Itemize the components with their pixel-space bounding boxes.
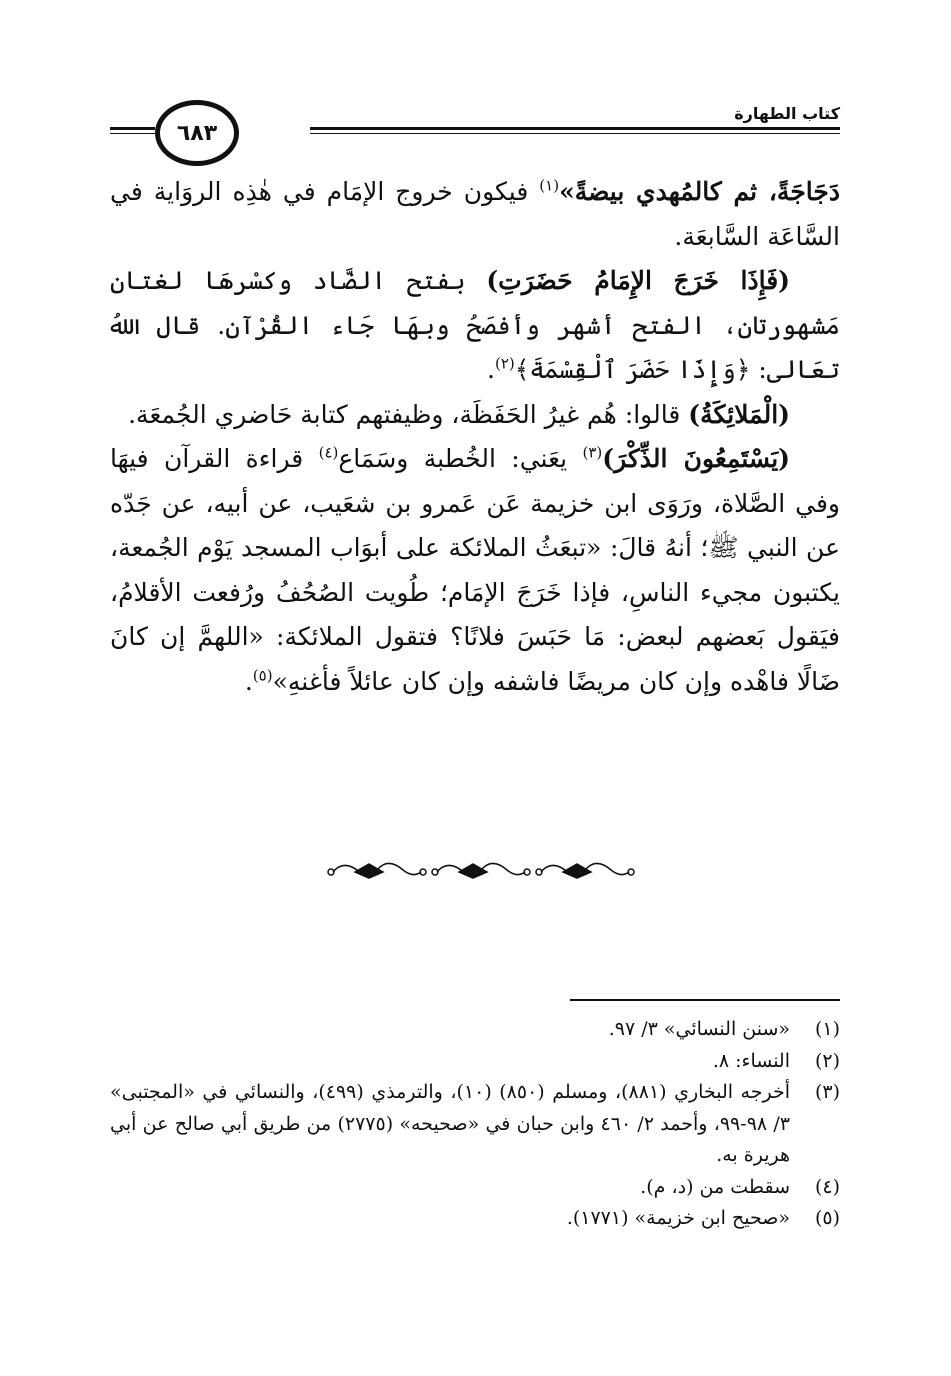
paragraph-text: قالوا: هُم غيرُ الحَفَظَة، وظيفتهم كتابة حَاضري الجُمعَة. <box>128 399 689 429</box>
footnote-ref: (٢) <box>494 354 515 373</box>
header-rule-left <box>110 127 155 130</box>
footnote-text: «سنن النسائي» ٣/ ٩٧. <box>608 1018 790 1040</box>
paragraph-3 <box>110 393 840 438</box>
ornament-divider-icon <box>325 852 635 888</box>
quran-quote: ﴿وَإِذَا حَضَرَ ٱلْقِسْمَةَ﴾ <box>514 355 751 384</box>
page-header <box>110 100 840 162</box>
footnote-text: أخرجه البخاري (٨٨١)، ومسلم (٨٥٠) (١٠)، والترمذي (٤٩٩)، والنسائي في «المجتبى» ٣/ ٩٨-٩٩، وأحمد ٢/ ٤٦٠ وابن حبان في «صحيحه» (٢٧٧٥) من طريق أبي صالح عن أبي هريرة به. <box>110 1081 790 1166</box>
header-rule <box>310 127 840 130</box>
footnote-ref: (١) <box>539 176 560 195</box>
footnote-ref: (٣) <box>582 443 603 462</box>
footnote-text: «صحيح ابن خزيمة» (١٧٧١). <box>566 1207 790 1229</box>
footnote-number: (٤) <box>814 1175 840 1198</box>
header-rule-thin <box>310 133 840 134</box>
footnote-text: النساء: ٨. <box>712 1049 790 1072</box>
footnotes <box>110 1014 840 1235</box>
footnote-text: سقطت من (د، م). <box>640 1175 790 1198</box>
paragraph-text-end: . <box>487 355 495 384</box>
paragraph-text: فيكون خروج الإمَام في هٰذِه الروَاية في السَّاعَة السَّابعَة. <box>110 177 840 251</box>
paragraph-4 <box>110 437 840 704</box>
footnote-number: (٥) <box>814 1207 840 1229</box>
footnote-ref: (٤) <box>318 443 339 462</box>
footnote-number: (٣) <box>814 1081 840 1103</box>
footnote-4 <box>110 1172 840 1204</box>
paragraph-text: قراءة القرآن فيهَا وفي الصَّلاة، ورَوَى ابن خزيمة عَن عَمرو بن شعَيب، عن أبيه، عن جَدّه عن النبي ﷺ؛ أنهُ قالَ: «تبعَثُ الملائكة على أبوَاب المسجد يَوْم الجُمعة، يكتبون مجيء الناسِ، فإذا خَرَجَ الإمَام؛ طُويت الصُحُفُ ورُفعت الأقلامُ، فيَقول بَعضهم لبعض: مَا حَبَسَ فلانًا؟ فتقول الملائكة: «اللهمَّ إن كانَ ضَالًا فاهْده وإن كان مريضًا فاشفه وإن كان عائلاً فأغنهِ» <box>110 444 840 696</box>
running-title: كتاب الطهارة <box>726 104 840 123</box>
quoted-text: دَجَاجَةً، ثم كالمُهدي بيضةً» <box>559 177 840 206</box>
lemma: (الْمَلائِكَةُ) <box>688 399 790 429</box>
paragraph-2 <box>110 259 840 393</box>
header-rule-left-thin <box>110 133 155 134</box>
footnote-5 <box>110 1203 840 1235</box>
footnote-separator <box>570 999 840 1001</box>
lemma: (فَإِذَا خَرَجَ الإِمَامُ حَضَرَتِ) <box>486 266 790 295</box>
footnote-ref: (٥) <box>252 666 273 685</box>
footnote-3 <box>110 1077 840 1172</box>
footnote-number: (١) <box>814 1018 840 1040</box>
paragraph-text: بفتح الضَّاد وكسْرهَا لغتان مَشهورتان، الفتح أشهر وأفصَحُ وبهَا جَاء القُرْآن. قال اللهُ تعَالى: <box>110 266 840 384</box>
lemma: (يَسْتَمِعُونَ الذِّكْرَ) <box>602 444 791 473</box>
paragraph-text: يعَني: الخُطبة وسَمَاع <box>338 444 583 473</box>
paragraph-1 <box>110 170 840 259</box>
footnote-2 <box>110 1046 840 1078</box>
main-text <box>110 170 840 704</box>
paragraph-text-end: . <box>244 666 253 696</box>
page-number: ٦٨٣ <box>155 100 239 166</box>
footnote-1 <box>110 1014 840 1046</box>
footnote-number: (٢) <box>814 1049 840 1072</box>
